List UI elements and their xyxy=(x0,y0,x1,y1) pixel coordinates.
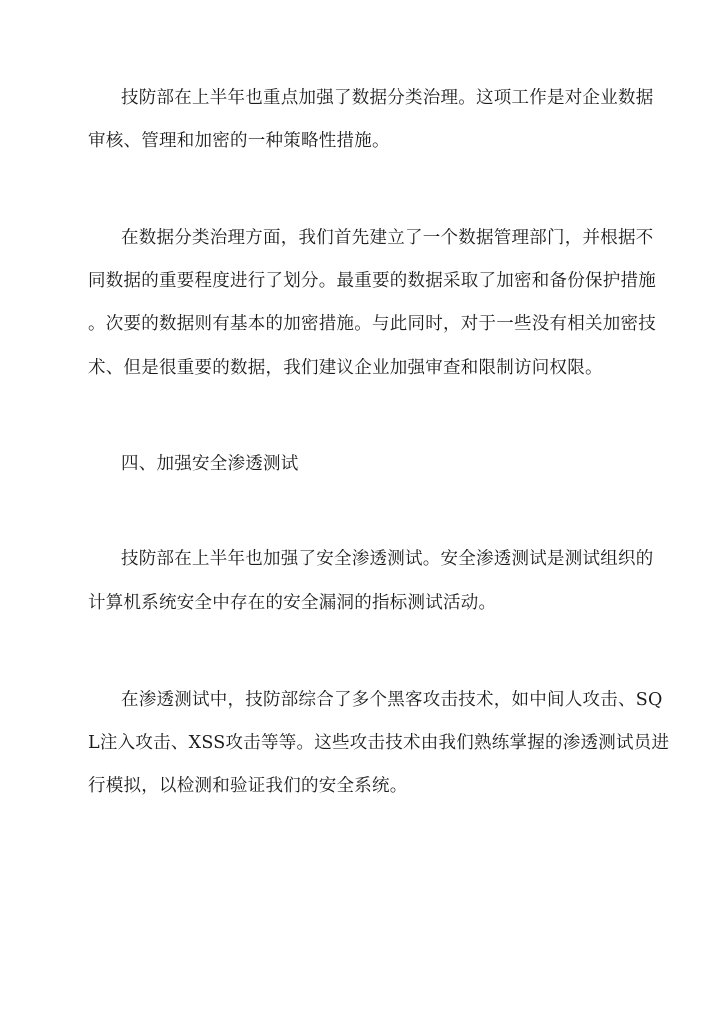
paragraph-2-line-2: 同数据的重要程度进行了划分。最重要的数据采取了加密和备份保护措施 xyxy=(88,271,656,291)
paragraph-1-line-1: 技防部在上半年也重点加强了数据分类治理。这项工作是对企业数据 xyxy=(121,88,654,108)
paragraph-1-line-2: 审核、管理和加密的一种策略性措施。 xyxy=(88,131,390,151)
paragraph-4-line-2: L注入攻击、XSS攻击等等。这些攻击技术由我们熟练掌握的渗透测试员进 xyxy=(88,733,670,753)
section-heading: 四、加强安全渗透测试 xyxy=(121,454,299,474)
paragraph-3-line-1: 技防部在上半年也加强了安全渗透测试。安全渗透测试是测试组织的 xyxy=(121,549,654,569)
paragraph-2-line-4: 术、但是很重要的数据，我们建议企业加强审查和限制访问权限。 xyxy=(88,358,603,378)
paragraph-2-line-3: 。次要的数据则有基本的加密措施。与此同时，对于一些没有相关加密技 xyxy=(88,314,656,334)
paragraph-4-line-3: 行模拟，以检测和验证我们的安全系统。 xyxy=(88,776,408,796)
paragraph-2-line-1: 在数据分类治理方面，我们首先建立了一个数据管理部门，并根据不 xyxy=(121,228,654,248)
paragraph-4-line-1: 在渗透测试中，技防部综合了多个黑客攻击技术，如中间人攻击、SQ xyxy=(121,690,663,710)
paragraph-3-line-2: 计算机系统安全中存在的安全漏洞的指标测试活动。 xyxy=(88,593,497,613)
